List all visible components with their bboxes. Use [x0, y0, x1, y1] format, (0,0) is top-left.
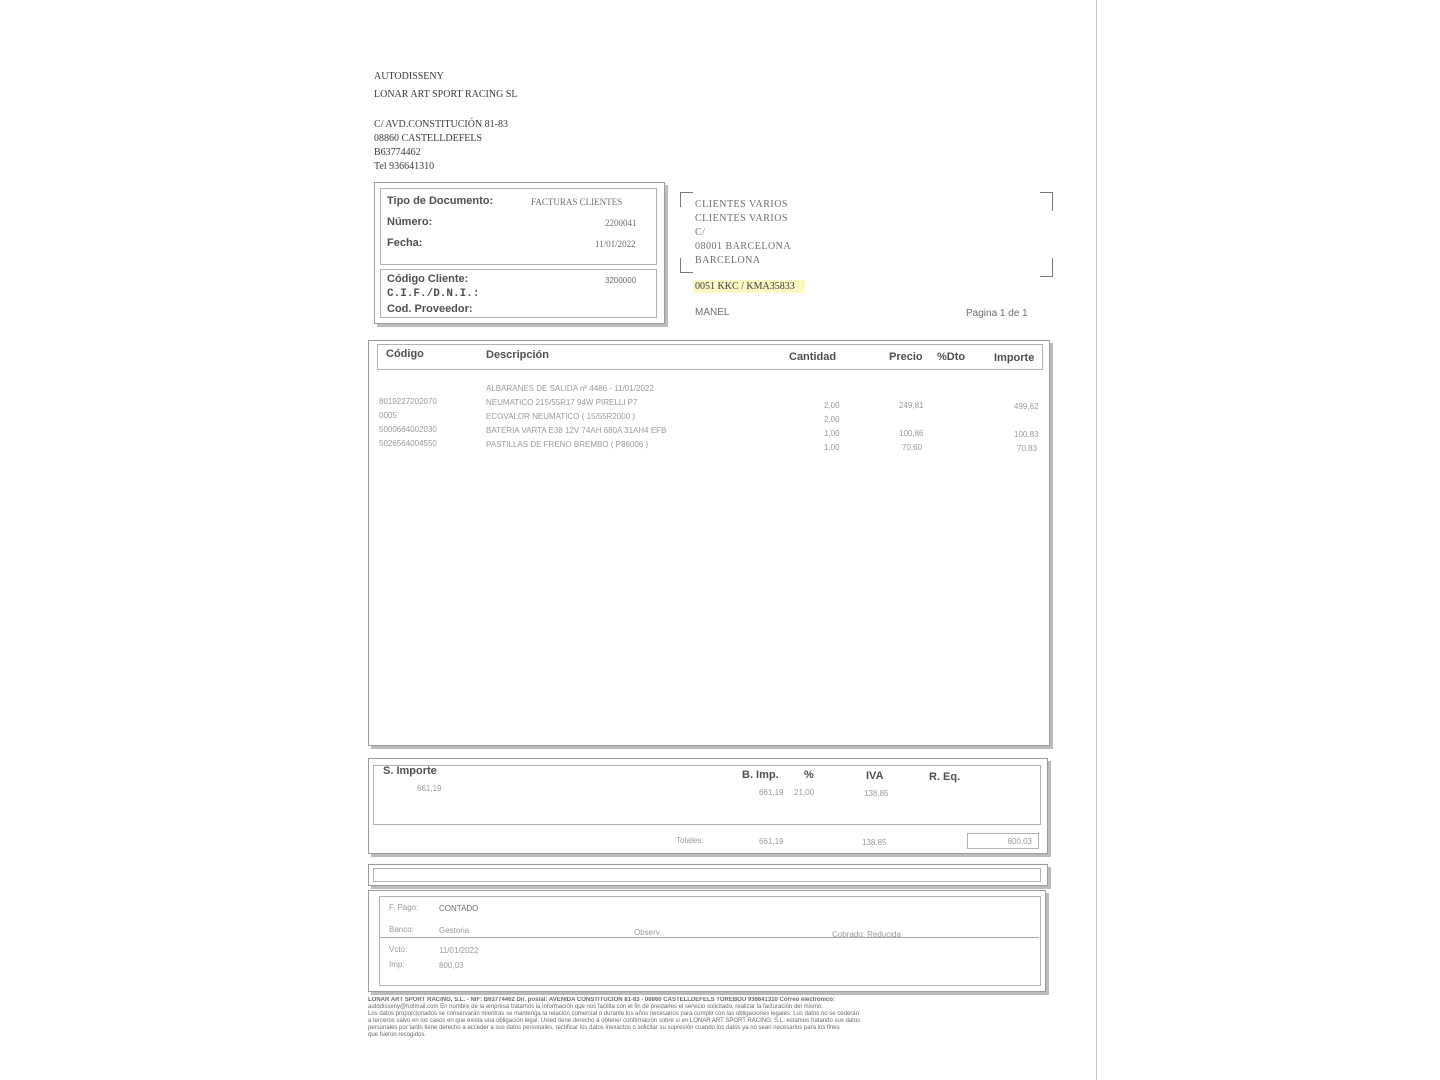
row-1-code: 8019227202070: [379, 397, 437, 406]
recipient-bracket-bl: [680, 258, 693, 273]
row-1-price: 249,81: [899, 401, 924, 410]
row-1-description: NEUMATICO 215/55R17 94W PIRELLI P7: [486, 398, 638, 407]
doc-info-box: [374, 182, 665, 324]
row-4-price: 70,60: [902, 443, 923, 452]
doc-number-value: 2200041: [605, 218, 637, 228]
payment-box: [368, 890, 1046, 992]
legal-line-5: personales por tanto tiene derecho a acceder a sus datos personales, rectificar los datos inexactos o solicitar su supresión cuando los datos ya no sean necesarios para los fines: [368, 1025, 840, 1031]
issuer-city: 08860 CASTELLDEFELS: [374, 133, 483, 144]
payment-method-value: CONTADO: [439, 904, 479, 913]
issuer-phone: Tel 936641310: [374, 161, 435, 172]
provider-label: Cod. Proveedor:: [387, 303, 473, 315]
recipient-bracket-tl: [680, 192, 693, 207]
recipient-line-1: CLIENTES VARIOS: [695, 199, 788, 210]
delivery-note: ALBARANES DE SALIDA nº 4486 - 11/01/2022: [486, 384, 654, 393]
pct-label: %: [804, 769, 814, 781]
cif-label: C.I.F./D.N.I.:: [387, 288, 480, 300]
scan-page-edge: [1096, 0, 1097, 1080]
header-discount: %Dto: [937, 351, 966, 363]
row-3-code: 5000664002030: [379, 425, 437, 434]
legal-line-2: autodisseny@hotmail.com En nombre de la empresa tratamos la información que nos facilita con el fin de prestarles el servicio solicitado, realizar la facturación del mismo.: [368, 1004, 823, 1010]
bank-label: Banco:: [389, 925, 414, 934]
totals-row-iva: 138,85: [862, 838, 887, 847]
recipient-line-2: CLIENTES VARIOS: [695, 213, 788, 224]
row-2-code: 0005: [379, 411, 397, 420]
grand-total-value: 800,03: [1007, 837, 1032, 846]
legal-line-3: Los datos proporcionados se conservarán mientras se mantenga la relación comercial o durante los años necesarios para cumplir con las obligaciones legales. Los datos no se cederán: [368, 1011, 859, 1017]
legal-line-6: que fueron recogidos.: [368, 1032, 427, 1038]
header-price: Precio: [889, 351, 923, 363]
header-amount: Importe: [994, 352, 1035, 364]
items-table: [368, 340, 1050, 746]
page-indicator: Pagina 1 de 1: [966, 308, 1028, 319]
row-1-amount: 499,62: [1014, 402, 1039, 411]
blank-box: [368, 864, 1048, 886]
row-1-quantity: 2,00: [824, 401, 840, 410]
row-4-description: PASTILLAS DE FRENO BREMBO ( P86006 ): [486, 440, 649, 449]
due-label: Vcto:: [389, 945, 408, 954]
header-quantity: Cantidad: [789, 351, 837, 363]
legal-line-4: a terceros salvo en los casos en que exista una obligación legal. Usted tiene derecho a obtener confirmación sobre si en LONAR ART SPORT RACING, S.L. estamos tratando sus datos: [368, 1018, 861, 1024]
totals-row-base: 661,19: [759, 837, 784, 846]
row-4-code: 5026564004550: [379, 439, 437, 448]
grand-total-cell: [967, 833, 1039, 849]
legal-line-1: LONAR ART SPORT RACING, S.L. - NIF: B63774462 Dir. postal: AVENIDA CONSTITUCIÓN 81-83 - 08860 CASTELLDEFELS TOREBOU 936641310 Correo electrónico:: [368, 997, 835, 1003]
recipient-bracket-tr: [1040, 192, 1053, 211]
doc-date-value: 11/01/2022: [595, 239, 636, 249]
client-code-label: Código Cliente:: [387, 273, 469, 285]
req-label: R. Eq.: [929, 771, 961, 783]
recipient-bracket-br: [1040, 258, 1053, 277]
blank-box-inner: [373, 868, 1041, 882]
issuer-cif: B63774462: [374, 147, 421, 158]
base-value: 661,19: [759, 788, 784, 797]
totals-row-label: Totales:: [676, 836, 704, 845]
header-code: Código: [386, 348, 424, 360]
payment-method-label: F. Pago:: [389, 903, 419, 912]
row-3-quantity: 1,00: [824, 429, 840, 438]
iva-value: 138,85: [864, 789, 889, 798]
recipient-line-5: BARCELONA: [695, 255, 761, 266]
legal-text: [368, 997, 1040, 1039]
iva-label: IVA: [866, 770, 884, 782]
vehicle-plate: 0051 KKC / KMA35833: [693, 280, 805, 293]
header-description: Descripción: [486, 349, 549, 361]
doc-type-label: Tipo de Documento:: [387, 195, 494, 207]
row-4-quantity: 1,00: [824, 443, 840, 452]
base-label: B. Imp.: [742, 769, 779, 781]
client-code-value: 3200000: [605, 276, 637, 285]
recipient-line-4: 08001 BARCELONA: [695, 241, 792, 252]
row-4-amount: 70,83: [1017, 444, 1038, 453]
recipient-address: [695, 198, 791, 268]
row-3-description: BATERIA VARTA E38 12V 74AH 680A 31AH4 EFB: [486, 426, 667, 435]
doc-type-value: FACTURAS CLIENTES: [531, 197, 623, 207]
issuer-block: [374, 70, 517, 174]
recipient-line-3: C/: [695, 227, 706, 238]
due-value: 11/01/2022: [439, 946, 479, 955]
amount-value: 800,03: [439, 961, 464, 970]
collected-label: Cobrado: Reducida: [832, 930, 901, 939]
row-3-amount: 100,83: [1014, 430, 1039, 439]
payment-divider: [379, 937, 1039, 938]
observations-label: Observ.: [634, 928, 662, 937]
row-2-description: ECOVALOR NEUMATICO ( 15/55R2000 ): [486, 412, 636, 421]
row-2-quantity: 2,00: [824, 415, 840, 424]
subtotal-value: 661,19: [417, 784, 442, 793]
doc-date-label: Fecha:: [387, 237, 423, 249]
totals-box: [368, 758, 1048, 854]
bank-value: Gestoria: [439, 926, 470, 935]
issuer-address: C/ AVD.CONSTITUCIÓN 81-83: [374, 119, 508, 130]
recipient-contact: MANEL: [695, 307, 730, 318]
row-3-price: 100,86: [899, 429, 924, 438]
issuer-brand: AUTODISSENY: [374, 71, 444, 82]
pct-value: 21,00: [794, 788, 815, 797]
amount-label: Imp:: [389, 960, 405, 969]
totals-label: S. Importe: [383, 765, 437, 777]
doc-number-label: Número:: [387, 216, 433, 228]
issuer-company: LONAR ART SPORT RACING SL: [374, 89, 518, 100]
